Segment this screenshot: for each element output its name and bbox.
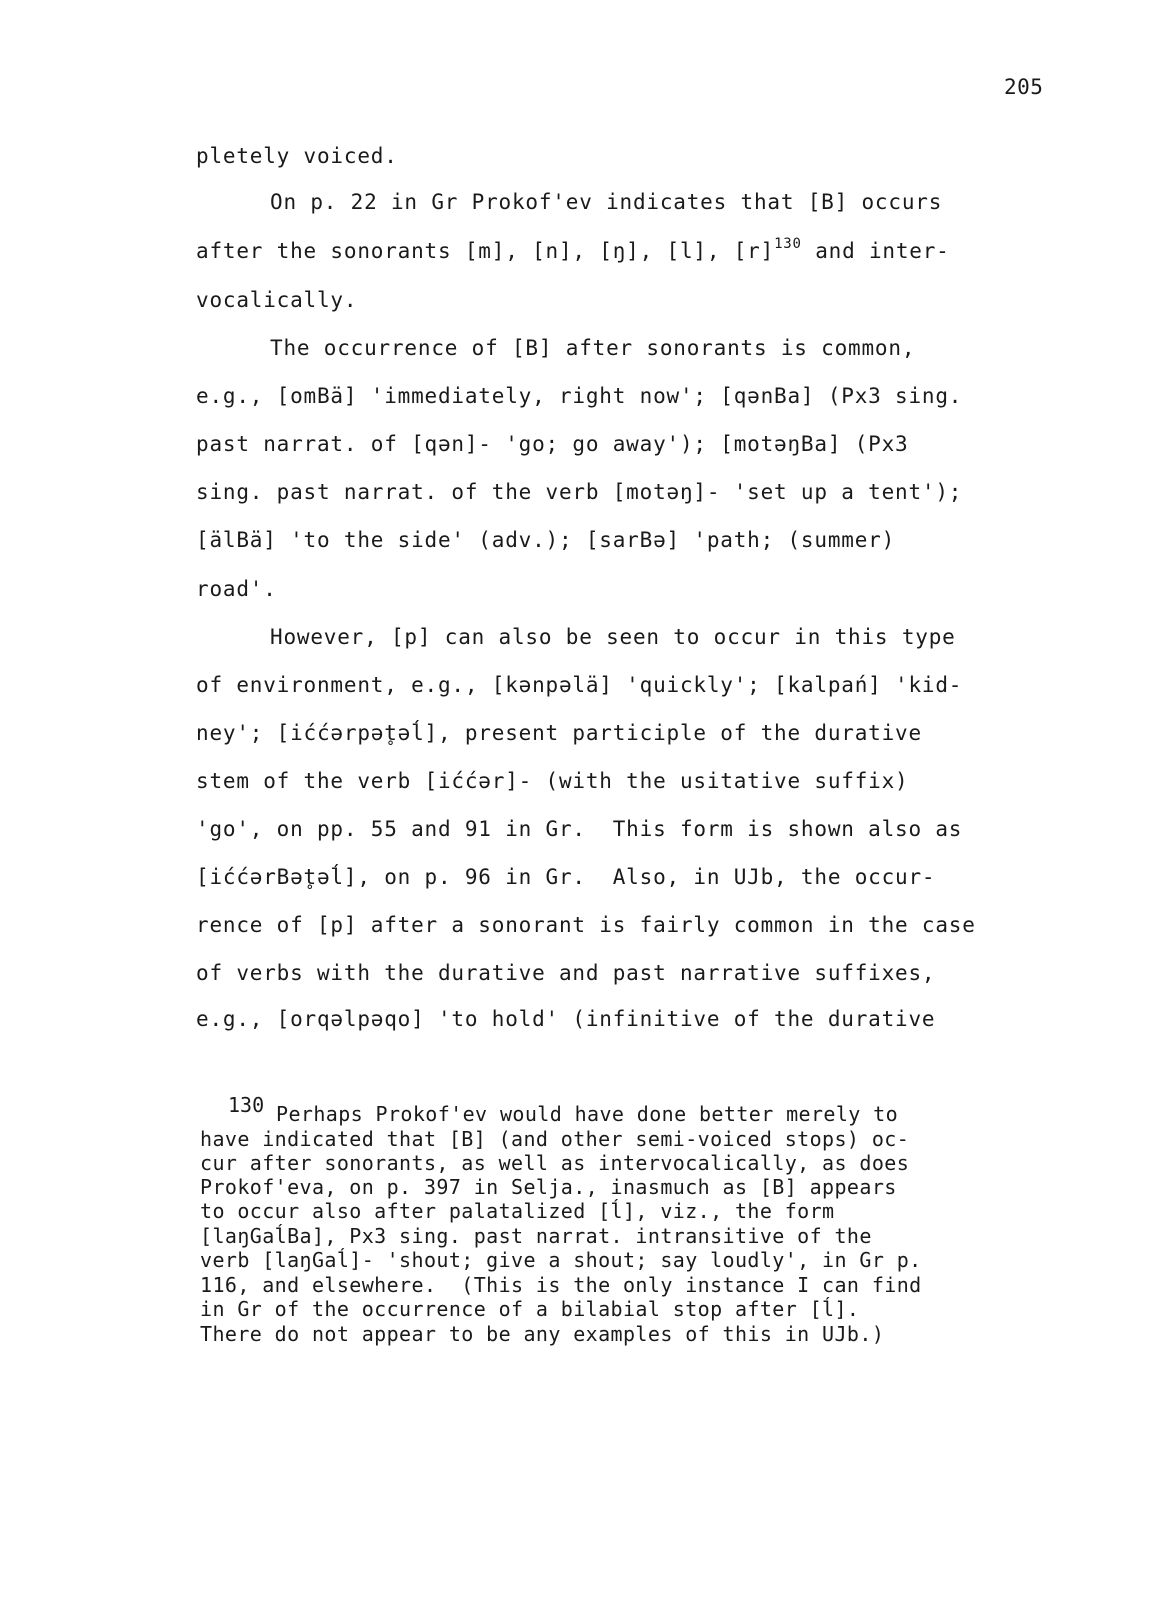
body-line-tail: and inter- [801, 239, 950, 263]
body-line: e.g., [orqəlpəqo] 'to hold' (infinitive of the durative [196, 1007, 936, 1031]
footnote-line: cur after sonorants, as well as intervocalically, as does [200, 1151, 910, 1175]
footnote-line: Perhaps Prokof'ev would have done better merely to [276, 1102, 899, 1126]
body-line: pletely voiced. [196, 144, 398, 168]
body-line: e.g., [omBä] 'immediately, right now'; [qənBa] (Px3 sing. [196, 384, 963, 408]
body-line: However, [p] can also be seen to occur in this type [270, 625, 956, 649]
body-line: of environment, e.g., [kənpəlä] 'quickly'; [kalpań] 'kid- [196, 673, 963, 697]
body-line [196, 238, 950, 264]
footnote-line: There do not appear to be any examples of this in UJb.) [200, 1322, 885, 1346]
footnote-number: 130 [228, 1093, 265, 1117]
body-line: stem of the verb [iććər]- (with the usitative suffix) [196, 769, 909, 793]
body-line: of verbs with the durative and past narrative suffixes, [196, 961, 936, 985]
body-line-text: after the sonorants [m], [n], [ŋ], [l], [r] [196, 239, 775, 263]
body-line: past narrat. of [qən]- 'go; go away'); [motəŋBa] (Px3 [196, 432, 909, 456]
body-line: [iććərBət̥əĺ], on p. 96 in Gr. Also, in UJb, the occur- [196, 865, 936, 889]
page-number: 205 [1004, 75, 1044, 99]
body-line: ney'; [iććərpət̥əĺ], present participle of the durative [196, 721, 922, 745]
body-line: road'. [196, 577, 277, 601]
footnote-line: Prokof'eva, on p. 397 in Selja., inasmuch as [B] appears [200, 1175, 897, 1199]
body-line: [älBä] 'to the side' (adv.); [sarBə] 'path; (summer) [196, 528, 896, 552]
footnote-line: [laŋGaĺBa], Px3 sing. past narrat. intransitive of the [200, 1224, 872, 1248]
body-line: sing. past narrat. of the verb [motəŋ]- 'set up a tent'); [196, 480, 963, 504]
footnote-reference: 130 [774, 236, 802, 252]
footnote-line: have indicated that [B] (and other semi-voiced stops) oc- [200, 1127, 910, 1151]
body-line: vocalically. [196, 288, 358, 312]
footnote-line: verb [laŋGaĺ]- 'shout; give a shout; say loudly', in Gr p. [200, 1248, 922, 1272]
footnote-line: 116, and elsewhere. (This is the only instance I can find [200, 1273, 922, 1297]
body-line: On p. 22 in Gr Prokof'ev indicates that [B] occurs [270, 190, 943, 214]
body-line: 'go', on pp. 55 and 91 in Gr. This form is shown also as [196, 817, 963, 841]
body-line: The occurrence of [B] after sonorants is common, [270, 336, 916, 360]
footnote-line: to occur also after palatalized [ĺ], viz., the form [200, 1199, 835, 1223]
body-line: rence of [p] after a sonorant is fairly common in the case [196, 913, 976, 937]
footnote-line: in Gr of the occurrence of a bilabial stop after [ĺ]. [200, 1297, 860, 1321]
